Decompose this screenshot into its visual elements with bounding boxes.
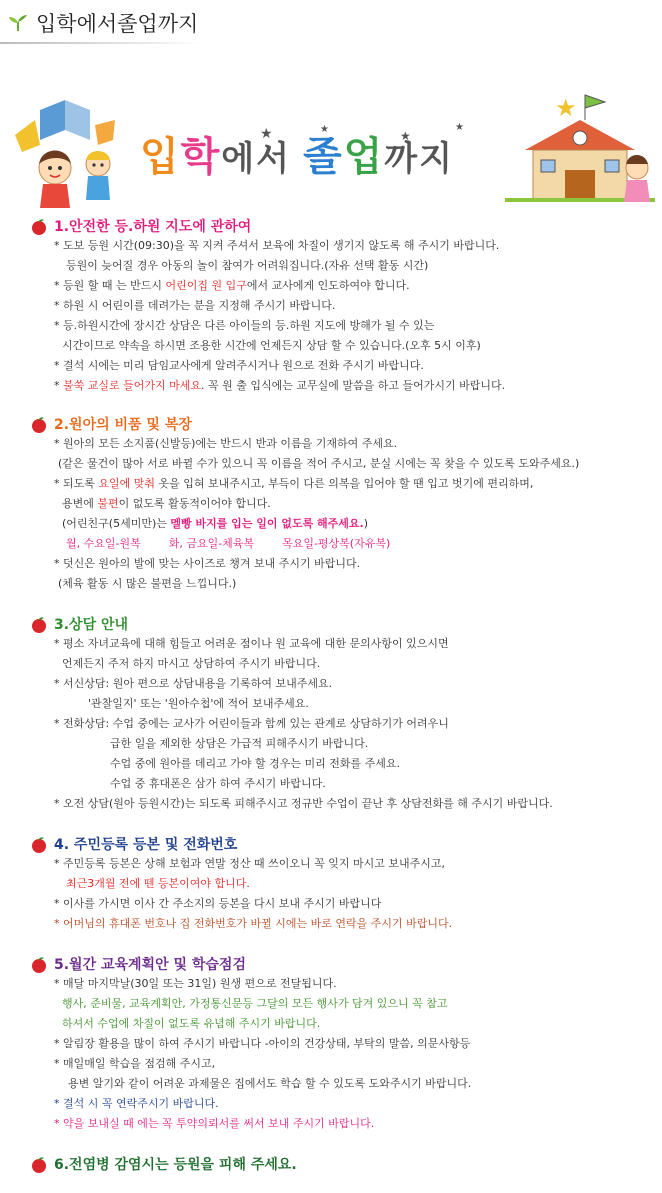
text-line: 하셔서 수업에 차질이 없도록 유념해 주시기 바랍니다. — [62, 1017, 321, 1030]
kids-reading-illustration — [10, 90, 140, 210]
text-line: * 알림장 활용을 많이 하여 주시기 바랍니다 -아이의 건강상태, 부탁의 말씀, 의문사항등 — [54, 1037, 471, 1050]
text-line: 시간이므로 약속을 하시면 조용한 시간에 언제든지 상담 할 수 있습니다.(오후 5시 이후) — [62, 339, 481, 352]
svg-text:★: ★ — [455, 122, 464, 133]
text-line: * 하원 시 어린이를 데려가는 분을 지정해 주시기 바랍니다. — [54, 299, 336, 312]
school-house-illustration — [505, 90, 655, 210]
svg-text:★: ★ — [260, 126, 273, 142]
section-title: 2.원아의 비품 및 복장 — [54, 417, 192, 433]
uniform-schedule — [66, 534, 390, 554]
text-line — [54, 474, 533, 494]
text-line: * 주민등록 등본은 상해 보험과 연말 정산 때 쓰이오니 꼭 잊지 마시고 보내주시고, — [54, 857, 445, 870]
text-line: 수업 중 휴대폰은 삼가 하여 주시기 바랍니다. — [110, 777, 326, 790]
text-line: * 도보 등원 시간(09:30)을 꼭 지켜 주셔서 보육에 차질이 생기지 않도록 해 주시기 바랍니다. — [54, 239, 500, 252]
schedule-item: 목요일-평상복(자유복) — [282, 537, 391, 550]
text-segment: 용변에 — [62, 497, 98, 510]
svg-text:★: ★ — [320, 124, 329, 135]
text-line: * 결석 시에는 미리 담임교사에게 알려주시거나 원으로 전화 주시기 바랍니다. — [54, 359, 424, 372]
text-line — [54, 376, 505, 396]
highlight-text: 불편 — [97, 497, 119, 510]
text-line: * 결석 시 꼭 연락주시기 바랍니다. — [54, 1097, 219, 1110]
text-line: * 서신상담: 원아 편으로 상담내용을 기록하여 보내주세요. — [54, 677, 333, 690]
section-title: 5.월간 교육계획안 및 학습점검 — [54, 957, 246, 973]
banner-char: 까 — [384, 139, 420, 179]
text-line: * 매일매일 학습을 점검해 주시고, — [54, 1057, 216, 1070]
text-segment: * 등원 할 때 는 반드시 — [54, 279, 166, 292]
text-line: * 전화상담: 수업 중에는 교사가 어린이들과 함께 있는 관계로 상담하기가 어려우니 — [54, 717, 449, 730]
text-segment: 에서 교사에게 인도하여야 합니다. — [246, 279, 410, 292]
text-line — [62, 494, 271, 514]
text-line: * 이사를 가시면 이사 간 주소지의 등본을 다시 보내 주시기 바랍니다 — [54, 897, 382, 910]
text-segment: * — [54, 379, 63, 392]
text-line: * 어머님의 휴대폰 번호나 집 전화번호가 바뀔 시에는 바로 연락을 주시기 바랍니다. — [54, 917, 453, 930]
stars-decoration — [250, 118, 490, 158]
text-line: * 매달 마지막날(30일 또는 31일) 원생 편으로 전달됩니다. — [54, 977, 337, 990]
text-line: * 원아의 모든 소지품(신발등)에는 반드시 반과 이름을 기재하여 주세요. — [54, 437, 398, 450]
highlight-text: 멜빵 바지를 입는 일이 없도록 해주세요. — [170, 517, 364, 530]
schedule-item: 월, 수요일-원복 — [66, 537, 141, 550]
text-line — [54, 276, 410, 296]
section-title: 3.상담 안내 — [54, 617, 129, 633]
banner-char: 학 — [180, 134, 222, 180]
apple-icon — [30, 416, 48, 434]
title-underline — [0, 42, 200, 44]
text-line: 수업 중에 원아를 데리고 가야 할 경우는 미리 전화를 주세요. — [110, 757, 400, 770]
text-line: 행사, 준비물, 교육계획안, 가정통신문등 그달의 모든 행사가 담겨 있으니 꼭 참고 — [62, 997, 448, 1010]
apple-icon — [30, 836, 48, 854]
svg-text:★: ★ — [400, 129, 411, 143]
text-line: 최근3개월 전에 뗀 등본이여야 합니다. — [66, 877, 250, 890]
text-segment: 옷을 입혀 보내주시고, 부득이 다른 의복을 입어야 할 땐 입고 벗기에 편리하며, — [155, 477, 534, 490]
text-line: (체육 활동 시 많은 불편을 느낍니다.) — [58, 577, 237, 590]
text-line: 용변 알기와 같이 어려운 과제물은 집에서도 학습 할 수 있도록 도와주시기 바랍니다. — [68, 1077, 472, 1090]
text-segment: . 꼭 원 출 입식에는 교무실에 말씀을 하고 들어가시기 바랍니다. — [201, 379, 506, 392]
banner-char: 지 — [419, 139, 454, 179]
page-title: 입학에서졸업까지 — [36, 12, 199, 36]
sprout-icon — [6, 12, 30, 32]
text-segment: * 되도록 — [54, 477, 99, 490]
section-title: 1.안전한 등.하원 지도에 관하여 — [54, 219, 252, 235]
apple-icon — [30, 616, 48, 634]
text-line — [62, 514, 368, 534]
top-bar — [0, 0, 662, 44]
schedule-item: 화, 금요일-체육복 — [168, 537, 255, 550]
text-line: * 평소 자녀교육에 대해 힘들고 어려운 점이나 원 교육에 대한 문의사항이 있으시면 — [54, 637, 449, 650]
text-line: * 약을 보내실 때 에는 꼭 투약의뢰서를 써서 보내 주시기 바랍니다. — [54, 1117, 375, 1130]
text-line: 등원이 늦어질 경우 아동의 놀이 참여가 어려워집니다.(자유 선택 활동 시간) — [66, 259, 429, 272]
banner-char: 입 — [140, 134, 181, 180]
text-line: '관찰일지' 또는 '원아수첩'에 적어 보내주세요. — [88, 697, 309, 710]
highlight-text: 불쑥 교실로 들어가지 마세요 — [63, 379, 202, 392]
apple-icon — [30, 218, 48, 236]
highlight-text: 어린이집 원 입구 — [165, 279, 247, 292]
section-title: 4. 주민등록 등본 및 전화번호 — [54, 837, 238, 853]
text-line: 급한 일을 제외한 상담은 가급적 피해주시기 바랍니다. — [110, 737, 369, 750]
banner-char: 서 — [256, 139, 291, 179]
apple-icon — [30, 956, 48, 974]
section-title: 6.전염병 감염시는 등원을 피해 주세요. — [54, 1157, 297, 1173]
text-line: 언제든지 주저 하지 마시고 상담하여 주시기 바랍니다. — [62, 657, 321, 670]
text-line: * 덧신은 원아의 발에 맞는 사이즈로 챙겨 보내 주시기 바랍니다. — [54, 557, 361, 570]
svg-text:★: ★ — [555, 94, 577, 122]
text-segment: (어린친구(5세미만)는 — [62, 517, 171, 530]
highlight-text: 요일에 맞춰 — [98, 477, 156, 490]
text-line: * 오전 상담(원아 등원시간)는 되도록 피해주시고 정규반 수업이 끝난 후 상담전화를 해 주시기 바랍니다. — [54, 797, 553, 810]
banner — [0, 90, 662, 210]
text-segment: ) — [363, 517, 369, 530]
banner-char: 졸 — [303, 134, 344, 180]
text-line: (같은 물건이 많아 서로 바뀔 수가 있으니 꼭 이름을 적어 주시고, 분실 시에는 꼭 찾을 수 있도록 도와주세요.) — [58, 457, 580, 470]
apple-icon — [30, 1156, 48, 1174]
banner-char: 업 — [343, 134, 385, 180]
banner-char: 에 — [221, 139, 257, 179]
text-line: * 등.하원시간에 장시간 상담은 다른 아이들의 등.하원 지도에 방해가 될 수 있는 — [54, 319, 435, 332]
text-segment: 이 없도록 활동적이어야 합니다. — [118, 497, 271, 510]
